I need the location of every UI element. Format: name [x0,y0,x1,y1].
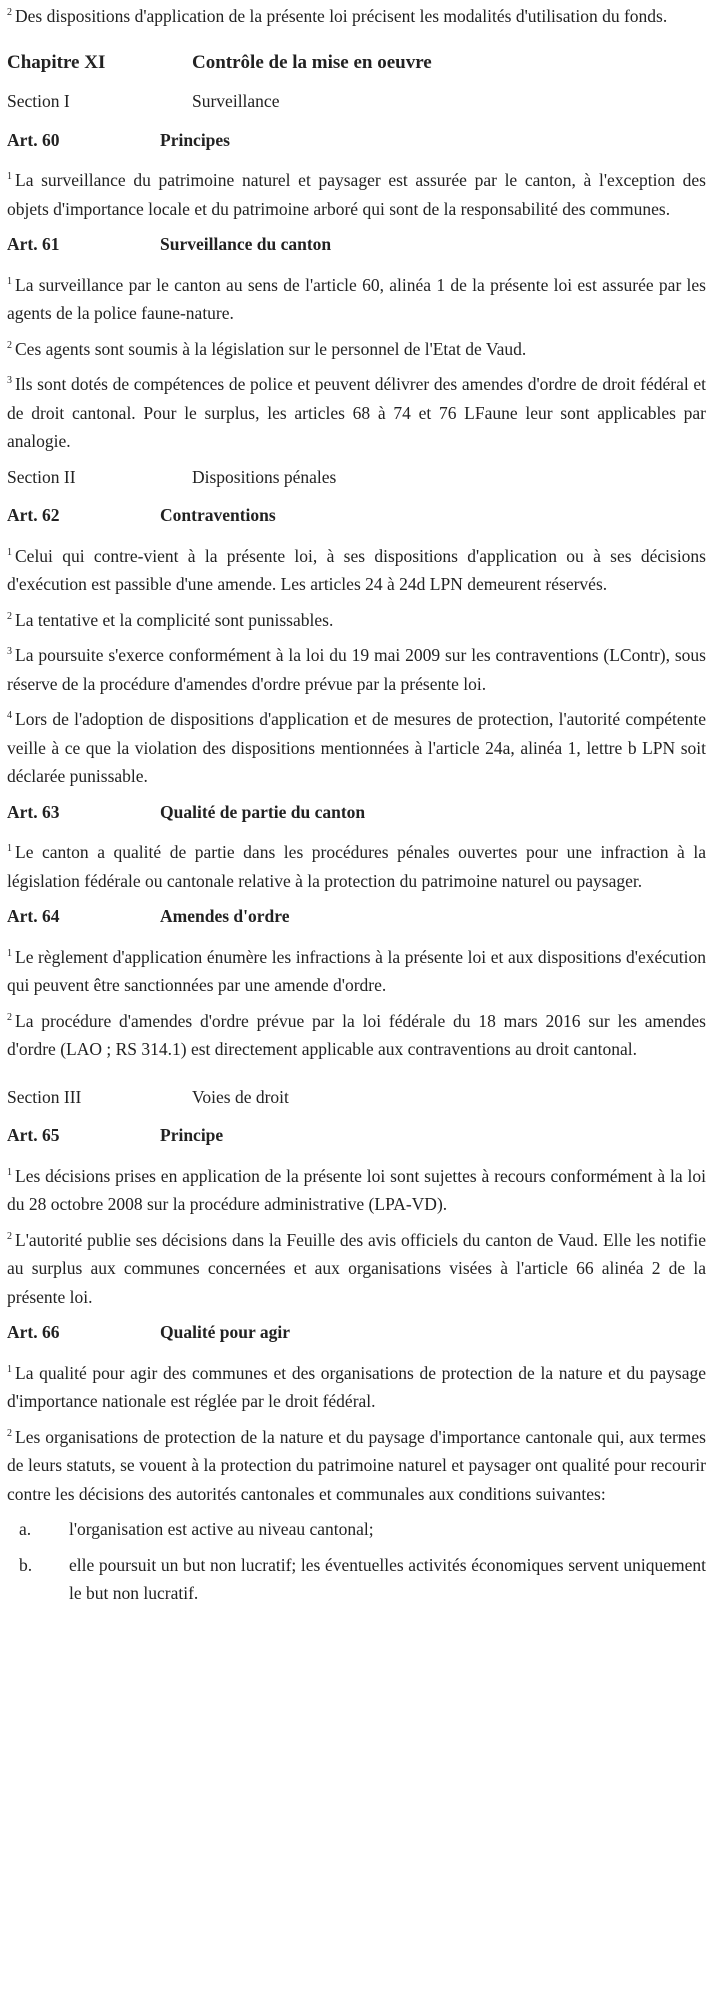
alinea-number: 2 [7,1427,12,1439]
paragraph-text: Le canton a qualité de partie dans les procédures pénales ouvertes pour une infraction à la législation fédérale ou cantonale relative à la protection du patrimoine naturel ou paysager. [7,842,706,891]
alinea-number: 2 [7,339,12,351]
art-heading [7,1121,706,1150]
list-item [7,1515,706,1544]
paragraph [7,1359,706,1416]
paragraph-text: Les organisations de protection de la nature et du paysage d'importance cantonale qui, aux termes de leurs statuts, se vouent à la protection du patrimoine naturel et paysager ont qualité pour recourir contre les décisions des autorités cantonales et communales aux conditions suivantes: [7,1426,706,1504]
alinea-number: 3 [7,375,12,386]
paragraph-text: La surveillance par le canton au sens de l'article 60, alinéa 1 de la présente loi est assurée par les agents de la police faune-nature. [7,274,706,323]
section-title: Surveillance [192,91,280,111]
art-title: Qualité de partie du canton [160,801,366,822]
alinea-number: 1 [7,843,12,854]
art-title: Surveillance du canton [160,234,332,254]
art-number: Art. 61 [7,234,60,254]
paragraph-text: Ils sont dotés de compétences de police et peuvent délivrer des amendes d'ordre de droit fédéral et de droit cantonal. Pour le surplus, les articles 68 à 74 et 76 LFaune leur sont applicables par analogie. [7,374,706,451]
paragraph [7,1423,706,1509]
paragraph-text: Les décisions prises en application de la présente loi sont sujettes à recours conformément à la loi du 28 octobre 2008 sur la procédure administrative (LPA-VD). [7,1165,706,1214]
art-title: Qualité pour agir [160,1322,290,1342]
art-heading [7,501,706,530]
alinea-number: 1 [7,275,12,287]
art-heading [7,1318,706,1347]
alinea-number: 2 [7,610,12,622]
section-heading [7,1083,706,1112]
chapter-number: Chapitre XI [7,51,106,73]
list-marker: b. [19,1554,33,1575]
paragraph-text: Ces agents sont soumis à la législation sur le personnel de l'Etat de Vaud. [15,338,527,359]
chapter-title: Contrôle de la mise en oeuvre [192,51,432,73]
spacer [7,1071,706,1083]
alinea-number: 3 [7,646,12,657]
paragraph [7,606,706,635]
paragraph-text: Des dispositions d'application de la présente loi précisent les modalités d'utilisation du fonds. [15,6,668,26]
art-number: Art. 65 [7,1125,60,1145]
alinea-number: 1 [7,171,12,182]
alinea-number: 1 [7,1363,12,1375]
alinea-number: 4 [7,710,12,721]
paragraph-text: La poursuite s'exerce conformément à la loi du 19 mai 2009 sur les contraventions (LContr), sous réserve de la procédure d'amendes d'ordre prévue par la présente loi. [7,645,706,694]
paragraph-text: La procédure d'amendes d'ordre prévue par la loi fédérale du 18 mars 2016 sur les amendes d'ordre (LAO ; RS 314.1) est directement applicable aux contraventions au droit cantonal. [7,1010,706,1059]
art-title: Principes [160,129,230,150]
alinea-number: 2 [7,7,12,18]
list-item-text: l'organisation est active au niveau cantonal; [69,1519,374,1539]
art-number: Art. 66 [7,1322,60,1342]
art-heading [7,798,706,827]
paragraph-text: La surveillance du patrimoine naturel et paysager est assurée par le canton, à l'exception des objets d'importance locale et du patrimoine arboré qui sont de la responsabilité des communes. [7,170,706,219]
list-item [7,1551,706,1608]
paragraph [7,271,706,328]
section-title: Dispositions pénales [192,466,337,487]
paragraph [7,838,706,895]
paragraph-text: La qualité pour agir des communes et des organisations de protection de la nature et du paysage d'importance nationale est réglée par le droit fédéral. [7,1362,706,1411]
paragraph [7,1007,706,1064]
alinea-number: 2 [7,1011,12,1023]
paragraph [7,705,706,791]
paragraph [7,1226,706,1312]
art-number: Art. 64 [7,906,60,926]
list-marker: a. [19,1519,32,1539]
paragraph [7,335,706,364]
alinea-number: 1 [7,546,12,558]
alinea-number: 1 [7,947,12,959]
paragraph-text: L'autorité publie ses décisions dans la Feuille des avis officiels du canton de Vaud. Elle les notifie au surplus aux communes concernées et aux organisations visées à l'article 66 alinéa 2 de la présente loi. [7,1229,706,1307]
paragraph [7,166,706,223]
art-number: Art. 60 [7,129,60,150]
art-heading [7,902,706,931]
section-title: Voies de droit [192,1086,289,1107]
paragraph [7,1162,706,1219]
paragraph-text: Lors de l'adoption de dispositions d'application et de mesures de protection, l'autorité compétente veille à ce que la violation des dispositions mentionnées à l'article 24a, alinéa 1, lettre b LPN soit déclarée punissable. [7,709,706,786]
list-item-text: elle poursuit un but non lucratif; les éventuelles activités économiques servent uniquement le but non lucratif. [69,1554,706,1603]
paragraph [7,370,706,456]
section-number: Section II [7,466,76,487]
art-heading [7,126,706,155]
art-title: Principe [160,1125,224,1145]
art-heading [7,230,706,259]
art-title: Contraventions [160,505,276,525]
alinea-number: 1 [7,1166,12,1178]
section-number: Section I [7,91,70,111]
paragraph [7,943,706,1000]
section-heading [7,463,706,492]
art-number: Art. 62 [7,505,60,525]
alinea-number: 2 [7,1230,12,1242]
paragraph-text: Le règlement d'application énumère les infractions à la présente loi et aux dispositions d'exécution qui peuvent être sanctionnées par une amende d'ordre. [7,946,706,995]
paragraph [7,641,706,698]
paragraph [7,2,706,31]
art-title: Amendes d'ordre [160,906,290,926]
art-number: Art. 63 [7,801,60,822]
paragraph-text: La tentative et la complicité sont punissables. [15,609,334,630]
paragraph-text: Celui qui contre-vient à la présente loi, à ses dispositions d'application ou à ses décisions d'exécution est passible d'une amende. Les articles 24 à 24d LPN demeurent réservés. [7,545,706,594]
section-heading [7,87,706,116]
paragraph [7,542,706,599]
section-number: Section III [7,1086,82,1107]
chapter-heading [7,49,706,78]
